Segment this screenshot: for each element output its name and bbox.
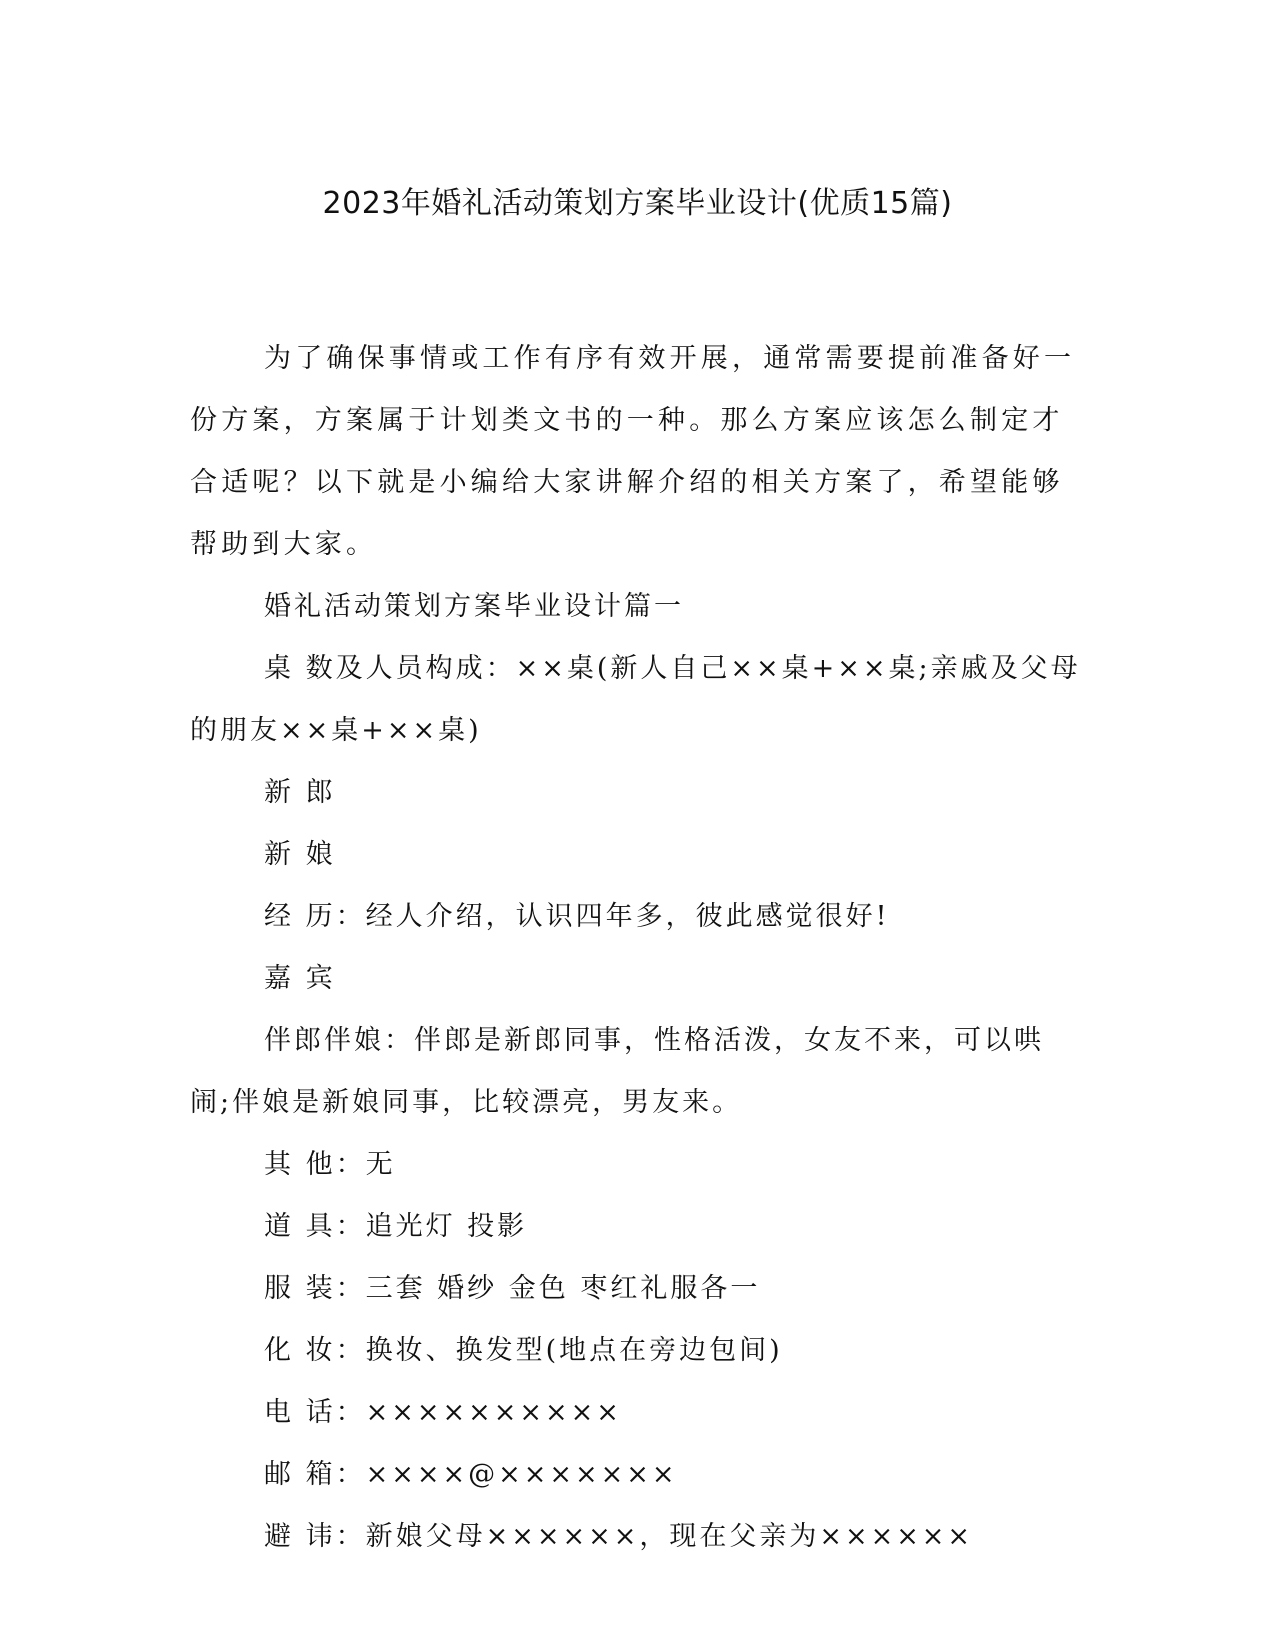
- taboo-line: 避 讳：新娘父母××××××，现在父亲为××××××: [264, 1521, 974, 1552]
- email-line: 邮 箱：××××@×××××××: [264, 1459, 678, 1490]
- attendants-paragraph: 伴郎伴娘：伴郎是新郎同事，性格活泼，女友不来，可以哄闹;伴娘是新娘同事，比较漂亮，男友来。: [190, 1025, 1044, 1118]
- props-line: 道 具：追光灯 投影: [264, 1211, 528, 1242]
- costume-line: 服 装：三套 婚纱 金色 枣红礼服各一: [264, 1273, 761, 1304]
- section-heading: 婚礼活动策划方案毕业设计篇一: [264, 591, 684, 622]
- document-title: 2023年婚礼活动策划方案毕业设计(优质15篇): [322, 186, 953, 221]
- document-body: [190, 328, 1085, 1568]
- history-line: 经 历：经人介绍，认识四年多，彼此感觉很好!: [264, 901, 890, 932]
- intro-paragraph: 为了确保事情或工作有序有效开展，通常需要提前准备好一份方案，方案属于计划类文书的一种。那么方案应该怎么制定才合适呢？以下就是小编给大家讲解介绍的相关方案了，希望能够帮助到大家。: [190, 343, 1076, 560]
- guests-line: 嘉 宾: [264, 963, 336, 994]
- phone-line: 电 话：××××××××××: [264, 1397, 622, 1428]
- groom-line: 新 郎: [264, 777, 336, 808]
- makeup-line: 化 妆：换妆、换发型(地点在旁边包间): [264, 1335, 783, 1366]
- table-count-paragraph: 桌 数及人员构成：××桌(新人自己××桌+××桌;亲戚及父母的朋友××桌+××桌): [190, 653, 1081, 746]
- other-line: 其 他：无: [264, 1149, 396, 1180]
- bride-line: 新 娘: [264, 839, 336, 870]
